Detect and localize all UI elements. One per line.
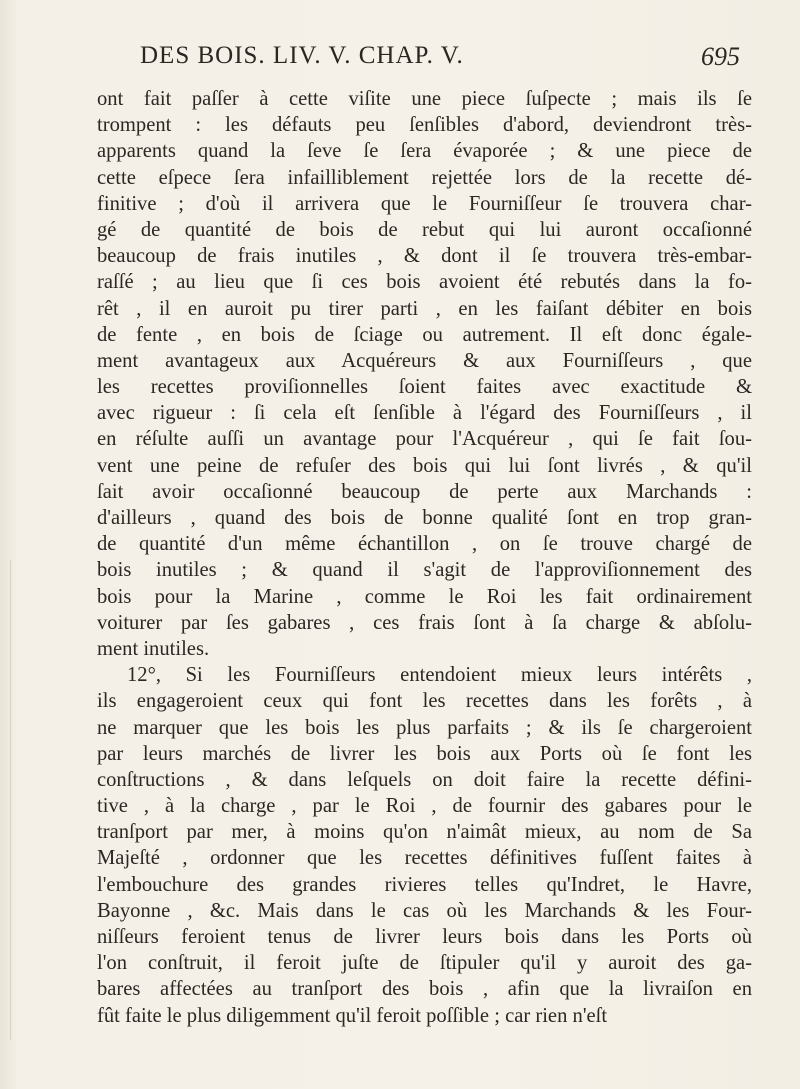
text-line: bois inutiles ; & quand il s'agit de l'approviſionnement des <box>97 559 752 582</box>
text-line: de fente , en bois de ſciage ou autrement. Il eſt donc égale- <box>97 323 752 346</box>
text-line: ne marquer que les bois les plus parfaits ; & ils ſe chargeroient <box>97 716 752 739</box>
text-line: de quantité d'un même échantillon , on ſe trouve chargé de <box>97 533 752 556</box>
text-line: raſſé ; au lieu que ſi ces bois avoient été rebutés dans la fo- <box>97 271 752 294</box>
text-line: voiturer par ſes gabares , ces frais ſont à ſa charge & abſolu- <box>97 611 752 634</box>
text-line: vent une peine de refuſer des bois qui lui ſont livrés , & qu'il <box>97 454 752 477</box>
text-line: apparents quand la ſeve ſe ſera évaporée ; & une piece de <box>97 140 752 163</box>
text-line: ils engageroient ceux qui font les recettes dans les forêts , à <box>97 690 752 713</box>
text-line: l'on conſtruit, il feroit juſte de ſtipuler qu'il y auroit des ga- <box>97 952 752 975</box>
text-line: niſſeurs feroient tenus de livrer leurs bois dans les Ports où <box>97 926 752 948</box>
body-text <box>97 86 752 1029</box>
text-line: par leurs marchés de livrer les bois aux Ports où ſe font les <box>97 742 752 765</box>
text-line: en réſulte auſſi un avantage pour l'Acquéreur , qui ſe fait ſou- <box>97 428 752 451</box>
text-line: cette eſpece ſera infailliblement rejettée lors de la recette dé- <box>97 166 752 189</box>
page-edge-shadow <box>10 560 11 1040</box>
text-line: rêt , il en auroit pu tirer parti , en les faiſant débiter en bois <box>97 297 752 320</box>
text-line: ment avantageux aux Acquéreurs & aux Fourniſſeurs , que <box>97 349 752 372</box>
text-line: Bayonne , &c. Mais dans le cas où les Marchands & les Four- <box>97 899 752 922</box>
text-line: beaucoup de frais inutiles , & dont il ſe trouvera très-embar- <box>97 245 752 268</box>
text-line: l'embouchure des grandes rivieres telles qu'Indret, le Havre, <box>97 873 752 896</box>
text-line: ont fait paſſer à cette viſite une piece ſuſpecte ; mais ils ſe <box>97 88 752 110</box>
text-line: tive , à la charge , par le Roi , de fournir des gabares pour le <box>97 795 752 818</box>
text-line: trompent : les défauts peu ſenſibles d'abord, deviendront très- <box>97 114 752 137</box>
text-line: ment inutiles. <box>97 637 210 660</box>
page-number: 695 <box>701 42 740 71</box>
text-line: d'ailleurs , quand des bois de bonne qualité ſont en trop gran- <box>97 507 752 529</box>
text-line: 12°, Si les Fourniſſeurs entendoient mieux leurs intérêts , <box>127 664 752 687</box>
text-line: fût faite le plus diligemment qu'il feroit poſſible ; car rien n'eſt <box>97 1004 608 1027</box>
text-line: ſait avoir occaſionné beaucoup de perte aux Marchands : <box>97 480 752 503</box>
running-title: DES BOIS. LIV. V. CHAP. V. <box>140 42 464 69</box>
text-line: tranſport par mer, à moins qu'on n'aimât mieux, au nom de Sa <box>97 821 752 844</box>
text-line: les recettes proviſionnelles ſoient faites avec exactitude & <box>97 376 752 399</box>
text-line: bares affectées au tranſport des bois , afin que la livraiſon en <box>97 978 752 1001</box>
text-line: Majeſté , ordonner que les recettes définitives fuſſent faites à <box>97 847 752 870</box>
text-line: finitive ; d'où il arrivera que le Fourniſſeur ſe trouvera char- <box>97 192 752 215</box>
text-line: gé de quantité de bois de rebut qui lui auront occaſionné <box>97 218 752 241</box>
running-header <box>140 42 740 82</box>
text-line: avec rigueur : ſi cela eſt ſenſible à l'égard des Fourniſſeurs , il <box>97 402 752 425</box>
text-line: conſtructions , & dans leſquels on doit faire la recette défini- <box>97 768 752 791</box>
text-line: bois pour la Marine , comme le Roi les fait ordinairement <box>97 585 752 608</box>
